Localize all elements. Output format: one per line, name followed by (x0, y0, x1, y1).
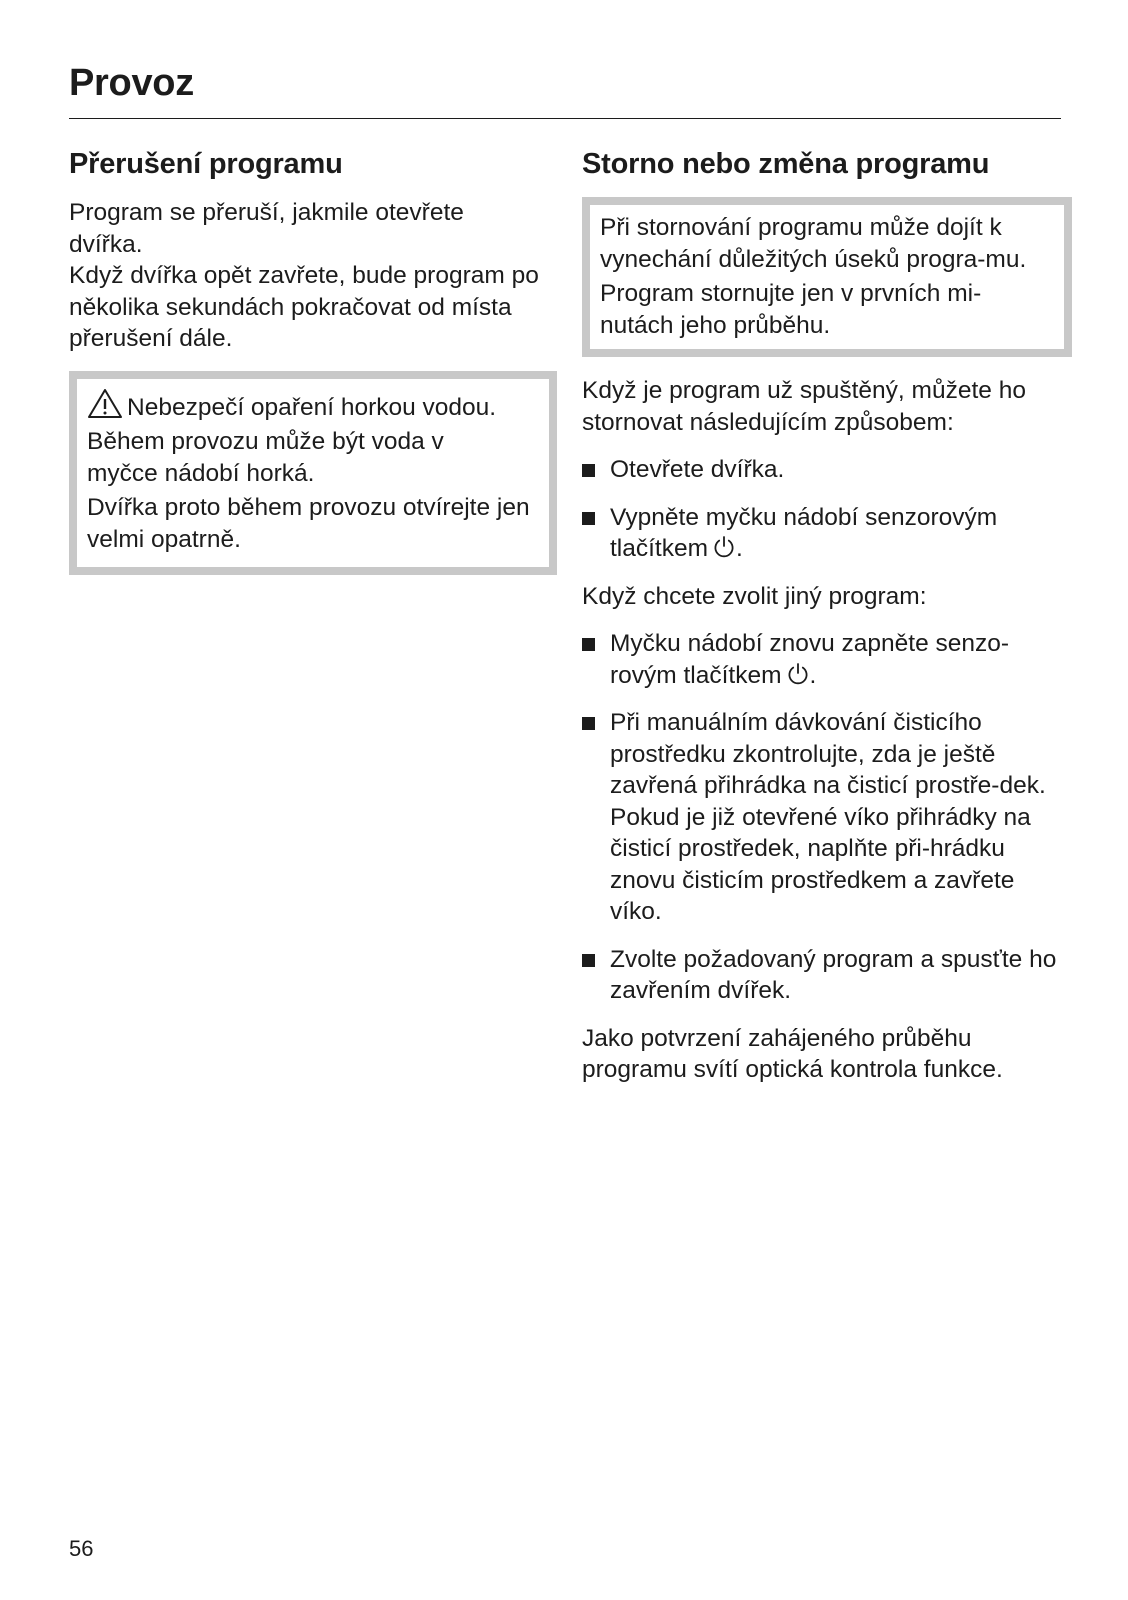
list-item-text: Pokud je již otevřené víko přihrádky na čisticí prostředek, naplňte při-hrádku znovu čisticím prostředkem a zavřete víko. (610, 803, 1031, 925)
list-item (582, 454, 1072, 486)
list-item-text: Zvolte požadovaný program a spusťte ho zavřením dvířek. (610, 945, 1057, 1004)
header-divider (69, 118, 1061, 119)
section-heading: Přerušení programu (69, 148, 343, 180)
paragraph: Program se přeruší, jakmile otevřete dvířka. (69, 199, 464, 258)
power-button-icon (786, 662, 810, 686)
list-item-text: Při manuálním dávkování čisticího prostředku zkontrolujte, zda je ještě zavřená přihrádka na čisticí prostře-dek. (610, 709, 1046, 799)
section-cancel-or-change-program (582, 144, 1072, 1086)
cancel-steps-list (582, 454, 1072, 565)
warning-title (87, 388, 539, 424)
list-item-suffix: . (809, 661, 817, 689)
section-program-interruption (69, 144, 557, 575)
paragraph: Když je program už spuštěný, můžete ho stornovat následujícím způsobem: (582, 377, 1026, 436)
warning-title-text: Nebezpečí opaření horkou vodou. (127, 393, 497, 421)
square-bullet-icon (582, 717, 595, 730)
list-item-suffix: . (736, 535, 743, 562)
square-bullet-icon (582, 512, 595, 525)
paragraph: Jako potvrzení zahájeného průběhu programu svítí optická kontrola funkce. (582, 1024, 1003, 1083)
note-text: Při stornování programu může dojít k vynechání důležitých úseků progra-mu. (600, 214, 1027, 273)
warning-text: Během provozu může být voda v myčce nádobí horká. (87, 428, 444, 487)
page-title: Provoz (69, 62, 194, 104)
section-heading: Storno nebo změna programu (582, 148, 990, 180)
note-box (582, 197, 1072, 357)
list-item (582, 707, 1072, 928)
list-item (582, 944, 1072, 1007)
change-steps-list (582, 628, 1072, 1007)
square-bullet-icon (582, 638, 595, 651)
warning-triangle-icon (87, 388, 123, 419)
list-item (582, 628, 1072, 691)
list-item-text: Myčku nádobí znovu zapněte senzo-rovým tlačítkem (610, 630, 1010, 689)
list-item (582, 502, 1072, 565)
power-button-icon (712, 535, 736, 559)
page-number: 56 (69, 1536, 94, 1561)
warning-text: Dvířka proto během provozu otvírejte jen velmi opatrně. (87, 494, 530, 553)
warning-box (69, 371, 557, 576)
square-bullet-icon (582, 464, 595, 477)
paragraph: Když dvířka opět zavřete, bude program po několika sekundách pokračovat od místa přerušení dále. (69, 262, 539, 352)
paragraph: Když chcete zvolit jiný program: (582, 582, 927, 610)
list-item-text: Otevřete dvířka. (610, 456, 785, 483)
list-item-text: Vypněte myčku nádobí senzorovým tlačítkem (610, 503, 998, 562)
note-text: Program stornujte jen v prvních mi-nutách jeho průběhu. (600, 280, 982, 339)
square-bullet-icon (582, 954, 595, 967)
